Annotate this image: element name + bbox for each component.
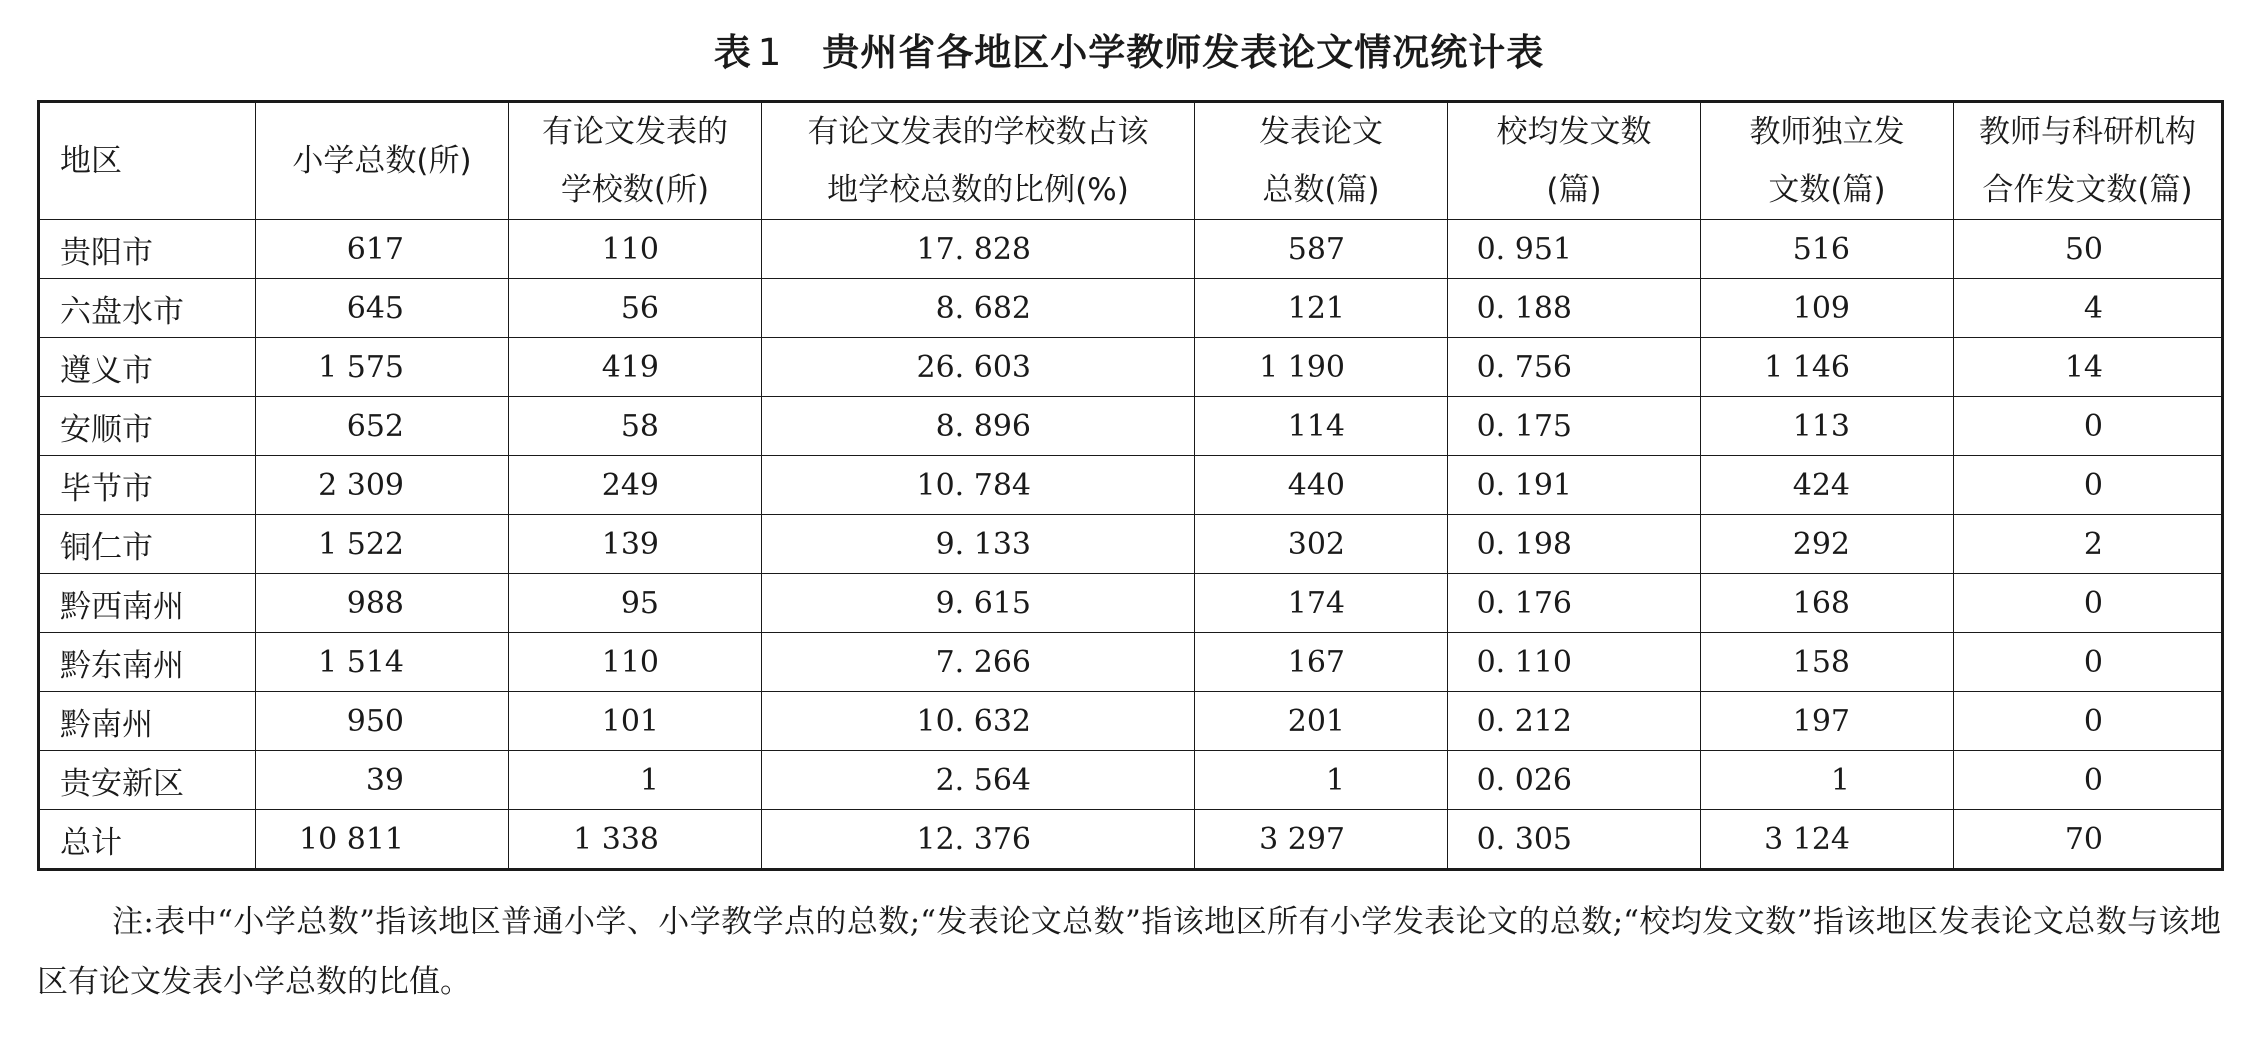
value-cell: 114: [1195, 397, 1448, 456]
value-cell: 2 309: [256, 456, 509, 515]
value-cell: 645: [256, 279, 509, 338]
value-cell: 10 811: [256, 810, 509, 870]
value-cell: 440: [1195, 456, 1448, 515]
value-cell: 0: [1954, 574, 2223, 633]
column-header-line: 校均发文数: [1496, 114, 1652, 150]
value-cell: 0. 198: [1448, 515, 1701, 574]
region-cell: 六盘水市: [39, 279, 256, 338]
column-header: [509, 102, 762, 220]
value-cell: 0: [1954, 633, 2223, 692]
value-cell: 652: [256, 397, 509, 456]
column-header-line: (篇): [1546, 172, 1602, 208]
column-header-line: 有论文发表的: [542, 114, 728, 150]
region-cell: 安顺市: [39, 397, 256, 456]
table-row: [39, 397, 2223, 456]
value-cell: 0: [1954, 397, 2223, 456]
value-cell: 1: [1195, 751, 1448, 810]
value-cell: 14: [1954, 338, 2223, 397]
table-row: [39, 515, 2223, 574]
value-cell: 101: [509, 692, 762, 751]
value-cell: 158: [1701, 633, 1954, 692]
value-cell: 424: [1701, 456, 1954, 515]
table-header-row: [39, 102, 2223, 220]
value-cell: 249: [509, 456, 762, 515]
value-cell: 0. 026: [1448, 751, 1701, 810]
value-cell: 587: [1195, 220, 1448, 279]
region-cell: 贵阳市: [39, 220, 256, 279]
column-header-line: 地区: [60, 143, 122, 179]
column-header-line: 文数(篇): [1768, 172, 1886, 208]
region-cell: 黔东南州: [39, 633, 256, 692]
table-title-text: 贵州省各地区小学教师发表论文情况统计表: [822, 31, 1545, 74]
table-row: [39, 279, 2223, 338]
value-cell: 0. 305: [1448, 810, 1701, 870]
value-cell: 110: [509, 220, 762, 279]
table-note: 注:表中“小学总数”指该地区普通小学、小学教学点的总数;“发表论文总数”指该地区所有小学发表论文的总数;“校均发文数”指该地区发表论文总数与该地区有论文发表小学总数的比值。: [37, 904, 2221, 1000]
value-cell: 10. 784: [762, 456, 1195, 515]
table-title-label: 表: [713, 31, 752, 74]
value-cell: 516: [1701, 220, 1954, 279]
region-cell: 遵义市: [39, 338, 256, 397]
value-cell: 167: [1195, 633, 1448, 692]
column-header: [762, 102, 1195, 220]
column-header: [1954, 102, 2223, 220]
value-cell: 3 297: [1195, 810, 1448, 870]
column-header-line: 发表论文: [1259, 114, 1383, 150]
value-cell: 0: [1954, 751, 2223, 810]
table-title: [0, 22, 2258, 76]
region-cell: 贵安新区: [39, 751, 256, 810]
value-cell: 9. 133: [762, 515, 1195, 574]
value-cell: 56: [509, 279, 762, 338]
value-cell: 8. 682: [762, 279, 1195, 338]
table-title-number: 1: [757, 31, 783, 74]
value-cell: 988: [256, 574, 509, 633]
column-header: [256, 102, 509, 220]
value-cell: 1 338: [509, 810, 762, 870]
column-header-line: 总数(篇): [1262, 172, 1380, 208]
value-cell: 109: [1701, 279, 1954, 338]
value-cell: 0. 951: [1448, 220, 1701, 279]
value-cell: 1 190: [1195, 338, 1448, 397]
value-cell: 9. 615: [762, 574, 1195, 633]
value-cell: 0. 191: [1448, 456, 1701, 515]
column-header-line: 教师与科研机构: [1979, 114, 2196, 150]
region-cell: 黔西南州: [39, 574, 256, 633]
column-header-line: 教师独立发: [1749, 114, 1905, 150]
table-row: [39, 338, 2223, 397]
value-cell: 1 522: [256, 515, 509, 574]
value-cell: 2: [1954, 515, 2223, 574]
value-cell: 0. 188: [1448, 279, 1701, 338]
value-cell: 1: [509, 751, 762, 810]
statistics-table: [37, 100, 2224, 871]
table-row: [39, 456, 2223, 515]
value-cell: 0. 756: [1448, 338, 1701, 397]
value-cell: 950: [256, 692, 509, 751]
value-cell: 7. 266: [762, 633, 1195, 692]
value-cell: 39: [256, 751, 509, 810]
table-row: [39, 574, 2223, 633]
value-cell: 12. 376: [762, 810, 1195, 870]
value-cell: 17. 828: [762, 220, 1195, 279]
value-cell: 139: [509, 515, 762, 574]
value-cell: 26. 603: [762, 338, 1195, 397]
value-cell: 0: [1954, 692, 2223, 751]
value-cell: 197: [1701, 692, 1954, 751]
value-cell: 2. 564: [762, 751, 1195, 810]
value-cell: 8. 896: [762, 397, 1195, 456]
value-cell: 0: [1954, 456, 2223, 515]
value-cell: 110: [509, 633, 762, 692]
table-row: [39, 220, 2223, 279]
column-header-line: 学校数(所): [560, 172, 710, 208]
column-header: [1701, 102, 1954, 220]
value-cell: 617: [256, 220, 509, 279]
column-header-line: 小学总数(所): [292, 143, 472, 179]
value-cell: 168: [1701, 574, 1954, 633]
value-cell: 70: [1954, 810, 2223, 870]
value-cell: 1 575: [256, 338, 509, 397]
value-cell: 58: [509, 397, 762, 456]
value-cell: 4: [1954, 279, 2223, 338]
value-cell: 10. 632: [762, 692, 1195, 751]
table-row: [39, 692, 2223, 751]
value-cell: 174: [1195, 574, 1448, 633]
value-cell: 0. 212: [1448, 692, 1701, 751]
column-header-line: 有论文发表的学校数占该: [807, 114, 1149, 150]
region-cell: 铜仁市: [39, 515, 256, 574]
column-header: [1195, 102, 1448, 220]
column-header-line: 合作发文数(篇): [1982, 172, 2193, 208]
value-cell: 1 146: [1701, 338, 1954, 397]
region-cell: 毕节市: [39, 456, 256, 515]
value-cell: 3 124: [1701, 810, 1954, 870]
region-cell: 黔南州: [39, 692, 256, 751]
value-cell: 419: [509, 338, 762, 397]
value-cell: 1: [1701, 751, 1954, 810]
column-header: [1448, 102, 1701, 220]
table-row: [39, 810, 2223, 870]
value-cell: 201: [1195, 692, 1448, 751]
column-header: [39, 102, 256, 220]
region-cell: 总计: [39, 810, 256, 870]
value-cell: 95: [509, 574, 762, 633]
value-cell: 0. 176: [1448, 574, 1701, 633]
value-cell: 50: [1954, 220, 2223, 279]
value-cell: 113: [1701, 397, 1954, 456]
value-cell: 1 514: [256, 633, 509, 692]
value-cell: 0. 175: [1448, 397, 1701, 456]
value-cell: 0. 110: [1448, 633, 1701, 692]
table-row: [39, 633, 2223, 692]
column-header-line: 地学校总数的比例(%): [827, 172, 1129, 208]
value-cell: 121: [1195, 279, 1448, 338]
value-cell: 292: [1701, 515, 1954, 574]
table-body: [39, 220, 2223, 870]
value-cell: 302: [1195, 515, 1448, 574]
table-row: [39, 751, 2223, 810]
